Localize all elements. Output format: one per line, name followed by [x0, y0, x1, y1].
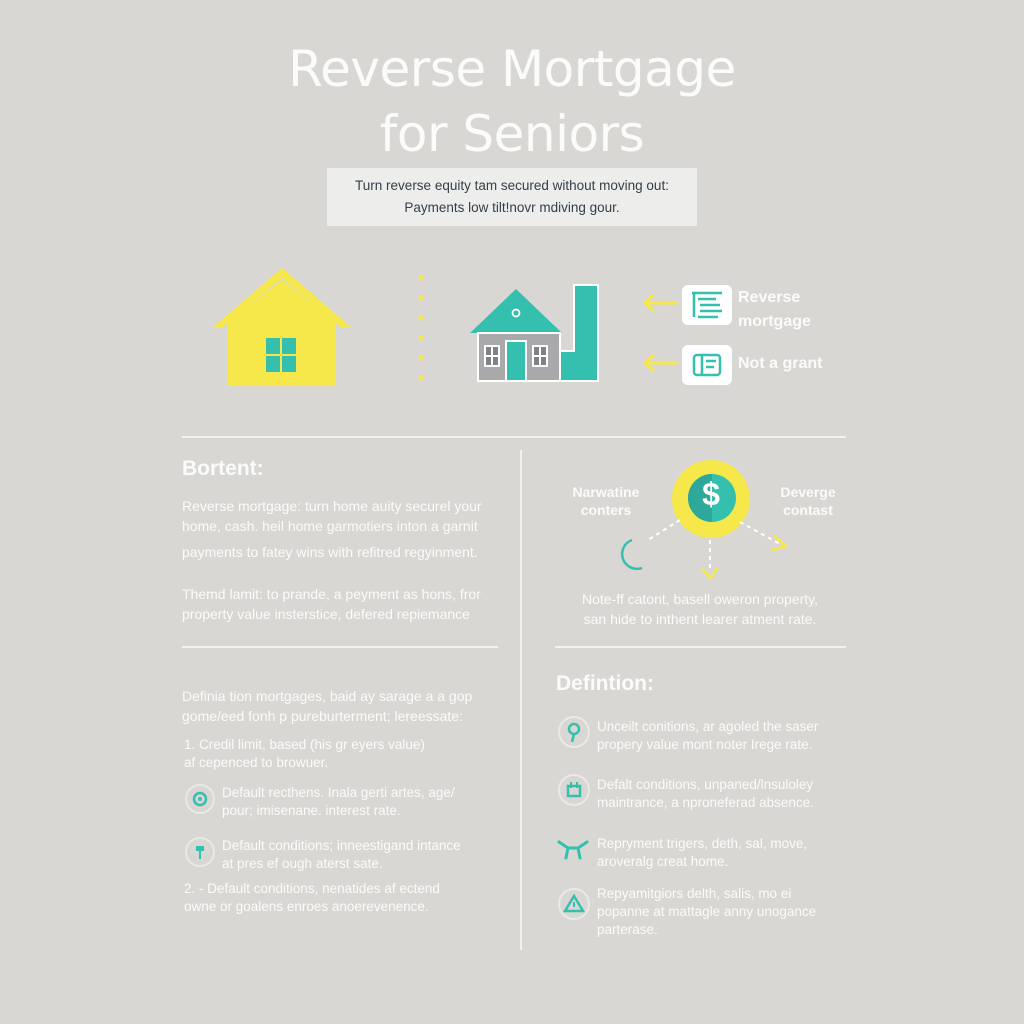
right-list-item-3: Repryment trigers, deth, sal, move, aroveralg creat home. [597, 836, 808, 869]
house-yellow-icon [210, 266, 354, 388]
document-icon [682, 285, 732, 325]
left-list-item-2: Default recthens. Inala gerti artes, age/ pour; imisenane. interest rate. [222, 785, 455, 818]
column-divider [520, 450, 522, 950]
subtitle-box [327, 168, 697, 226]
calendar-icon [558, 774, 590, 806]
tool-icon [185, 837, 215, 867]
right-divider [555, 646, 846, 648]
subtitle-line-1: Turn reverse equity tam secured without moving out: [355, 178, 669, 193]
right-paragraph: Note-ff catont, basell oweron property, san hide to inthent learer atment rate. [581, 591, 819, 627]
left-paragraph-3: Definia tion mortgages, baid ay sarage a a gop gome/eed fonh p pureburterment; lereessate: [182, 688, 473, 724]
left-list-item-1: 1. Credil limit, based (his gr eyers value) af cepenced to browuer. [184, 737, 425, 770]
location-icon [558, 716, 590, 748]
gear-icon [185, 784, 215, 814]
label-deverge: Deverge contast [780, 484, 836, 518]
arrow-left-icon [640, 292, 680, 314]
left-list-item-3: Default conditions; inneestigand intance at pres ef ough aterst sate. [222, 838, 461, 871]
warning-icon [558, 888, 590, 920]
right-list-item-1: Unceilt conitions, ar agoled the saser propery value mont noter Irege rate. [597, 719, 819, 752]
bill-icon [682, 345, 732, 385]
right-heading: Defintion: [556, 672, 654, 695]
exchange-icon [556, 836, 590, 860]
house-teal-icon [470, 283, 602, 385]
left-heading: Bortent: [182, 457, 264, 480]
left-paragraph-2: Themd lamit: to prande, a peyment as hons, fror property value insterstice, defered repiemance [182, 586, 481, 622]
left-paragraph-1: Reverse mortgage: turn home auity securel your home, cash. heil home garmotiers inton a garnit payments to fatey wins with refitred regyinment. [182, 498, 482, 560]
flow-arrows [600, 510, 810, 590]
label-narwatine: Narwatine conters [572, 484, 640, 518]
dotted-divider [414, 272, 428, 388]
page-title-line-1: Reverse Mortgage [288, 40, 736, 98]
left-divider [182, 646, 498, 648]
right-list-item-2: Defalt conditions, unpaned/lnsuloley maintrance, a nproneferad absence. [597, 777, 814, 810]
left-list-item-4: 2. - Default conditions, nenatides af ectend owne or goalens enroes anoerevenence. [184, 881, 440, 914]
page-title-line-2: for Seniors [379, 105, 645, 163]
right-list-item-4: Repyamitgiors delth, salis, mo ei popanne at mattagle anny unogance parterase. [597, 886, 817, 937]
reverse-mortgage-label: Reverse mortgage [738, 289, 811, 330]
subtitle-line-2: Payments low tilt!novr mdiving gour. [404, 200, 620, 215]
not-grant-label: Not a grant [738, 355, 823, 372]
section-divider [182, 436, 846, 438]
arrow-left-icon [640, 352, 680, 374]
coin-dollar-icon: $ [672, 460, 750, 538]
